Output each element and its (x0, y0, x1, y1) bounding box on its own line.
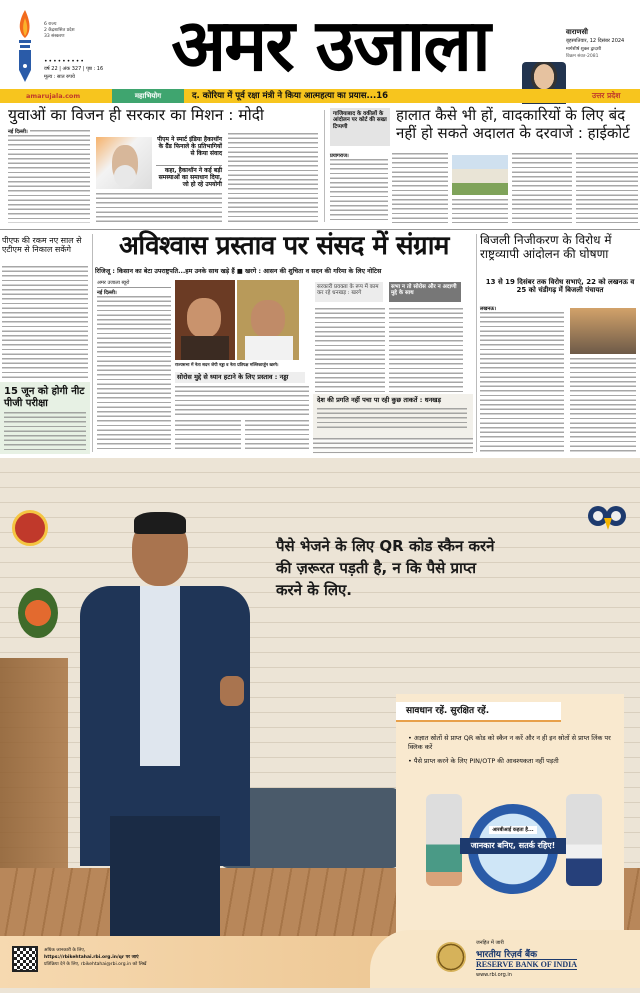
body-text (389, 308, 463, 392)
headline[interactable]: युवाओं का विजन ही सरकार का मिशन : मोदी (8, 106, 264, 124)
body-text (175, 420, 241, 452)
neet-headline[interactable]: 15 जून को होगी नीट पीजी परीक्षा (4, 386, 85, 409)
electricity-headline[interactable]: बिजली निजीकरण के विरोध में राष्ट्रव्यापी आंदोलन की घोषणा (480, 233, 612, 261)
nadda-subhead: सोरोस मुद्दे से ध्यान हटाने के लिए प्रस्ताव : नड्डा (175, 372, 305, 383)
brand-ambassador-photo (70, 516, 260, 936)
dateline: लखनऊ। (480, 306, 497, 312)
safety-bullet: • अज्ञात स्रोतों से प्राप्त QR कोड को स्कैन न करें और न ही इन स्रोतों से प्राप्त लिंक पर क्लिक करें (408, 734, 611, 752)
mascot-left-icon (426, 794, 462, 886)
bullet-text: अज्ञात स्रोतों से प्राप्त QR कोड को स्कैन न करें और न ही इन स्रोतों से प्राप्त लिंक पर क्लिक करें (408, 734, 611, 752)
bank-name-english: RESERVE BANK OF INDIA (476, 960, 577, 969)
site-link[interactable]: amarujala.com (26, 92, 81, 100)
body-text (96, 193, 222, 223)
dateline: नई दिल्ली। (97, 290, 117, 296)
price: मूल्य : सात रुपये (44, 74, 75, 80)
power-tower-photo (570, 308, 636, 354)
body-text (576, 153, 638, 223)
body-text (228, 133, 318, 223)
rbi-badge (468, 804, 558, 894)
qr-logo-icon (586, 504, 630, 534)
neet-box (0, 382, 90, 454)
body-text (317, 408, 467, 430)
samvat: विक्रम संवत-2081 (566, 54, 599, 59)
body-text (175, 386, 309, 416)
volume-info: वर्ष 22 | अंक 327 | पृष्ठ : 16 (44, 66, 104, 72)
left-column (0, 232, 90, 454)
rbi-mascot-logo-icon (12, 510, 48, 546)
mascot-right-icon (566, 794, 602, 886)
pf-headline[interactable]: पीएफ की रकम नए साल से एटीएम से निकाल सकेंगे (2, 236, 82, 255)
torch-pen-logo-icon (14, 8, 36, 86)
body-text (480, 312, 564, 452)
safety-title: सावधान रहें. सुरक्षित रहें. (396, 702, 561, 722)
kharge-photo (237, 280, 299, 360)
footer-line: अधिक जानकारी के लिए, (44, 948, 86, 953)
photo-caption: राज्यसभा में नेता सदन जेपी नड्डा व नेता प्रतिपक्ष मल्लिकार्जुन खरगे। (175, 362, 279, 367)
column-divider (476, 234, 477, 452)
section-divider (0, 229, 640, 230)
badge-top: आरबीआई कहता है... (489, 826, 536, 834)
body-text (8, 135, 90, 223)
lead-headline[interactable]: अविश्वास प्रस्ताव पर संसद में संग्राम (119, 231, 449, 261)
lead-subline: रिजिजू : किसान का बेटा उपराष्ट्रपति...हम उनके साथ खड़े हैं ■ खरगे : आसन की शुचिता व सदन की गरिमा के लिए नोटिस (95, 268, 382, 275)
date: बृहस्पतिवार, 12 दिसंबर 2024 (566, 38, 625, 44)
strip-headline[interactable]: द. कोरिया में पूर्व रक्षा मंत्री ने किया आत्महत्या का प्रयास...16 (192, 91, 389, 101)
column-divider (92, 234, 93, 452)
body-text (452, 199, 508, 223)
electricity-subline: 13 से 19 दिसंबर तक विरोध सभाएं, 22 को लखनऊ व 25 को चंडीगढ़ में बिजली पंचायत (485, 278, 635, 295)
byline: अमर उजाला ब्यूरो (97, 280, 171, 288)
footer-url[interactable]: https://rbikehtahai.rbi.org.in/qr पर जाएं (44, 954, 139, 960)
strip-tag: महाभियोग (112, 89, 184, 103)
top-strip (0, 89, 640, 103)
qr-code-icon[interactable] (12, 946, 38, 972)
edition-uts: 2 केंद्रशासित प्रदेश (44, 28, 75, 34)
adani-box: सभा न तो सोरोस और न अदाणी मुद्दे के साथ (389, 282, 461, 302)
bullet-text: पैसे प्राप्त करने के लिए PIN/OTP की आवश्यकता नहीं पड़ती (413, 756, 559, 765)
body-text (30, 130, 90, 134)
body-text (97, 296, 171, 452)
body-text (570, 358, 636, 452)
body-text (2, 266, 88, 378)
story-modi (0, 105, 322, 225)
side-title: पीएम ने स्मार्ट इंडिया हैकाथॉन के ग्रैंड फिनाले के प्रतिभागियों से किया संवाद (157, 136, 222, 157)
safety-box (396, 694, 624, 940)
shelf (0, 658, 68, 898)
body-text (330, 159, 388, 223)
masthead (0, 0, 640, 88)
column-divider (324, 110, 325, 222)
bank-name-hindi: भारतीय रिज़र्व बैंक (476, 950, 538, 960)
dots-divider: ••••••••• (44, 58, 85, 65)
rbi-website[interactable]: www.rbi.org.in (476, 972, 512, 978)
kicker-box: गाजियाबाद के वकीलों के आंदोलन पर कोर्ट की सख्त टिप्पणी (330, 108, 390, 146)
badge-main: जानकार बनिए, सतर्क रहिए! (460, 838, 566, 854)
story-highcourt (328, 105, 640, 225)
body-text (4, 412, 86, 452)
body-text (315, 308, 385, 392)
edition-count: 33 संस्करण (44, 34, 65, 40)
footer-info (44, 948, 146, 968)
edition-info (44, 22, 75, 40)
region-label: उत्तर प्रदेश (592, 91, 621, 100)
dateline: प्रयागराज। (330, 153, 349, 159)
lead-story (95, 232, 473, 454)
side-subtitle: कहा, हैकाथॉन ने कई बड़ी समस्याओं का समाधान दिया, जो हो रहे उपयोगी (156, 165, 222, 189)
rbi-advertisement[interactable] (0, 458, 640, 993)
plant-vase (18, 588, 58, 638)
modi-photo (96, 137, 152, 189)
ad-footer (0, 936, 640, 988)
safety-bullet: • पैसे प्राप्त करने के लिए PIN/OTP की आवश्यकता नहीं पड़ती (408, 756, 559, 765)
dateline: नई दिल्ली। (8, 129, 28, 135)
rbi-seal-icon (436, 942, 466, 972)
tithi: मार्गशीर्ष शुक्ल द्वादशी (566, 47, 602, 52)
issued-note: जनहित में जारी (476, 940, 504, 946)
edition-states: 6 राज्य (44, 22, 57, 27)
court-photo (452, 155, 508, 195)
right-column (478, 232, 640, 454)
newspaper-title: अमर उजाला (171, 3, 489, 87)
body-text (392, 153, 448, 223)
ad-main-text: पैसे भेजने के लिए QR कोड स्कैन करने की ज़रूरत पड़ती है, न कि पैसे प्राप्त करने के लिए. (276, 537, 495, 599)
city: वाराणसी (566, 28, 588, 36)
kharge-box: सरकारी प्रवक्ता के रूप में काम कर रहे धनखड़ : खरगे (315, 282, 383, 302)
body-text (512, 153, 572, 223)
nadda-photo (175, 280, 235, 360)
body-text (245, 420, 309, 452)
dhankhar-subhead: देश की प्रगति नहीं पचा पा रही कुछ ताकतें : धनखड़ (317, 396, 441, 404)
footer-email[interactable]: प्रतिक्रिया देने के लिए, rbikehtahai@rbi.org.in को लिखें (44, 961, 147, 967)
body-text (313, 438, 473, 454)
headline[interactable]: हालात कैसे भी हों, वादकारियों के लिए बंद नहीं हो सकते अदालत के दरवाजे : हाईकोर्ट (396, 106, 630, 142)
safety-list (408, 734, 616, 766)
